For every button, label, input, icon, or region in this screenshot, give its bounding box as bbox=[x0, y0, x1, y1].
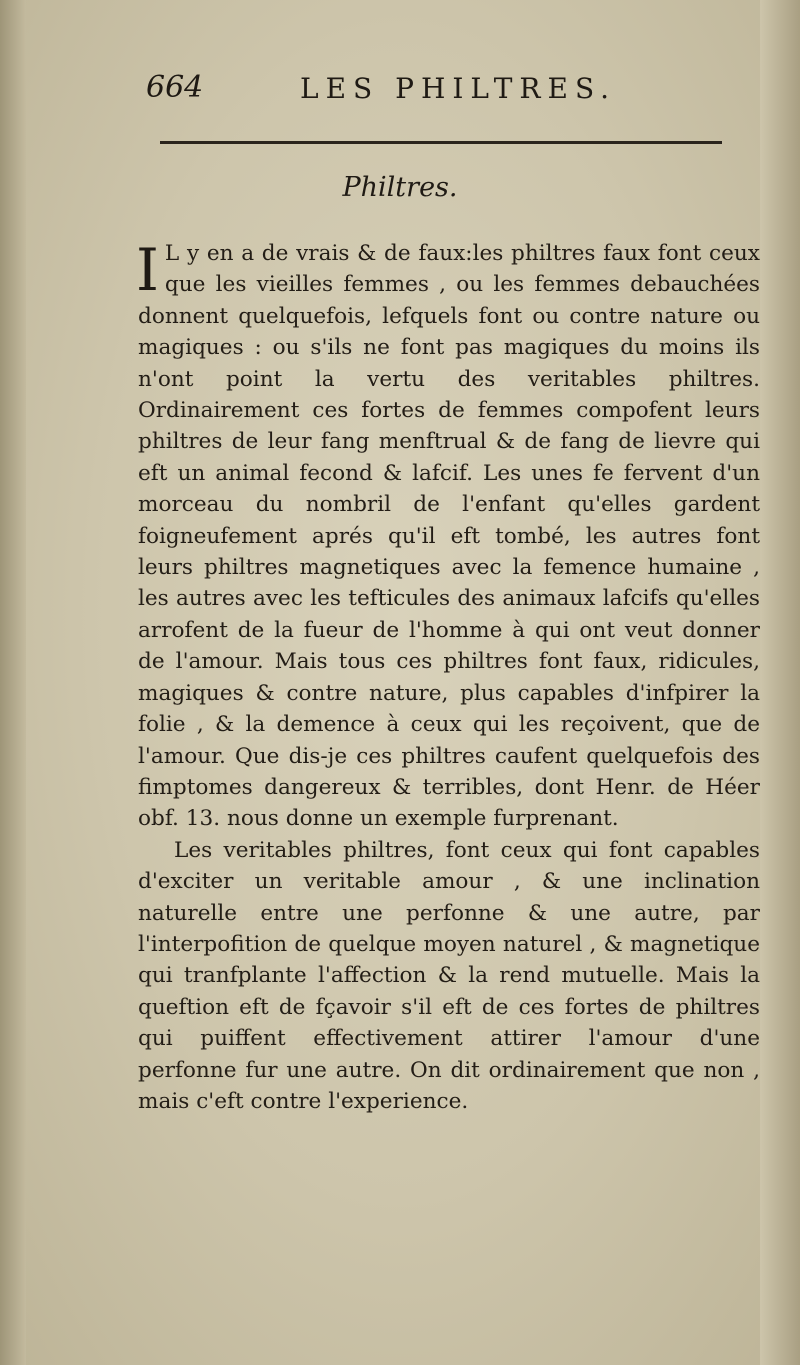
page-gutter-shadow bbox=[0, 0, 26, 1365]
paragraph-1 bbox=[138, 238, 760, 835]
running-title: LES PHILTRES. bbox=[300, 72, 617, 105]
body-text bbox=[138, 238, 760, 1117]
paragraph-2 bbox=[138, 835, 760, 1118]
paragraph-1-text: L y en a de vrais & de faux:les philtres faux font ceux que les vieilles femmes , ou les femmes debauchées donnent quelquefois, lefquels font ou contre nature ou magiques : ou s'ils ne font pas magiques du moins ils n'ont point la vertu des veritables philtres. Ordinairement ces fortes de femmes compofent leurs philtres de leur fang menftrual & de fang de lievre qui eft un animal fecond & lafcif. Les unes fe fervent d'un morceau du nombril de l'enfant qu'elles gardent foigneufement aprés qu'il eft tombé, les autres font leurs philtres magnetiques avec la femence humaine , les autres avec les tefticules des animaux lafcifs qu'elles arrofent de la fueur de l'homme à qui ont veut donner de l'amour. Mais tous ces philtres font faux, ridicules, magiques & contre nature, plus capables d'infpirer la folie , & la demence à ceux qui les reçoivent, que de l'amour. Que dis-je ces philtres caufent quelquefois des fimptomes dangereux & terribles, dont Henr. de Héer obf. 13. nous donne un exemple furprenant. bbox=[138, 241, 760, 832]
page-number: 664 bbox=[146, 70, 204, 105]
drop-cap: I bbox=[136, 236, 159, 304]
header-rule bbox=[160, 141, 722, 144]
paragraph-2-text: Les veritables philtres, font ceux qui font capables d'exciter un veritable amour , & une inclination naturelle entre une perfonne & une autre, par l'interpofition de quelque moyen naturel , & magnetique qui tranfplante l'affection & la rend mutuelle. Mais la queftion eft de fçavoir s'il eft de ces fortes de philtres qui puiffent effectivement attirer l'amour d'une perfonne fur une autre. On dit ordinairement que non , mais c'eft contre l'experience. bbox=[138, 837, 760, 1114]
page-edge-shadow bbox=[760, 0, 800, 1365]
section-title: Philtres. bbox=[342, 172, 458, 203]
page-header bbox=[140, 70, 730, 114]
